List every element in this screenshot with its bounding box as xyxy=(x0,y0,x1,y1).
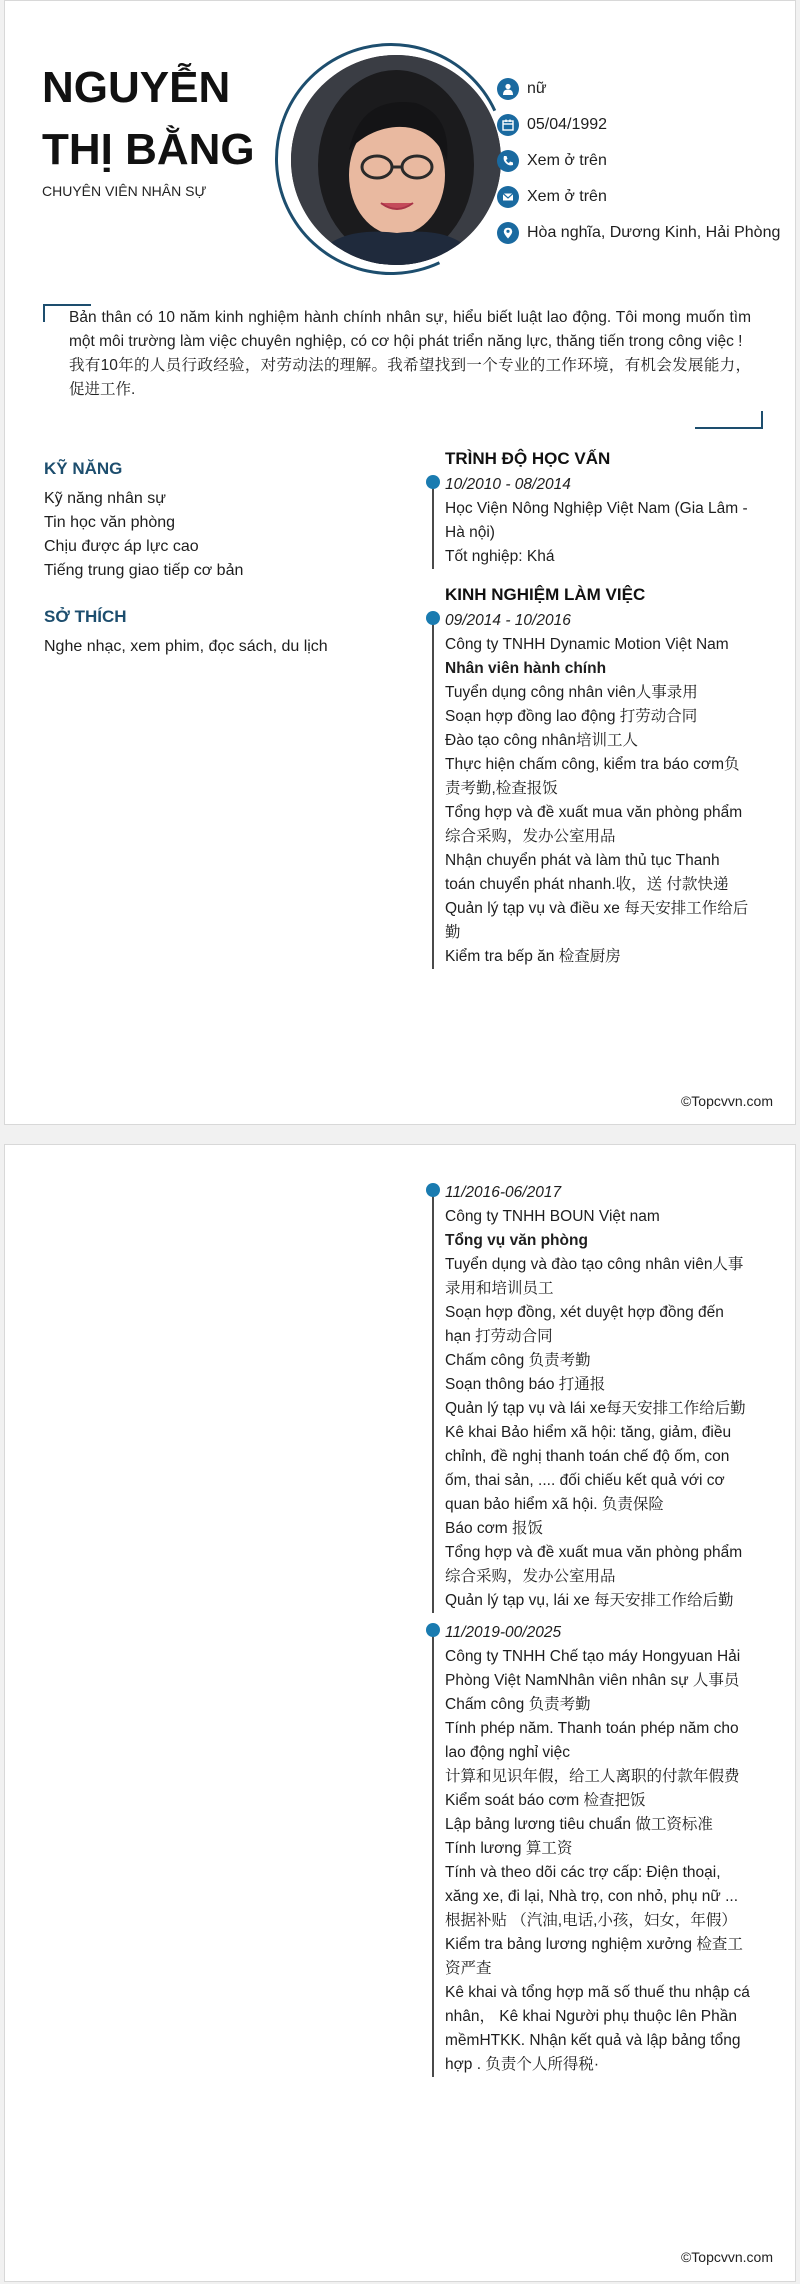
timeline-dot xyxy=(426,611,440,625)
skills-title: KỸ NĂNG xyxy=(44,459,123,478)
job-position: Nhân viên hành chính xyxy=(445,660,607,677)
duty-line: 根据补贴 （汽油,电话,小孩，妇女，年假） xyxy=(445,1912,737,1929)
job-date: 09/2014 - 10/2016 xyxy=(445,612,571,629)
avatar xyxy=(291,55,501,265)
duty-line: Kiểm tra bếp ăn 检查厨房 xyxy=(445,948,621,965)
candidate-name xyxy=(42,57,255,181)
summary-vietnamese: Bản thân có 10 năm kinh nghiệm hành chính nhân sự, hiểu biết luật lao động. Tôi mong muốn tìm một môi trường làm việc chuyên nghiệp, có cơ hội phát triển năng lực, thăng tiến trong công việc ! xyxy=(69,309,751,350)
duty-line: Kiểm soát báo cơm 检查把饭 xyxy=(445,1792,646,1809)
duty-line: Phòng Việt NamNhân viên nhân sự 人事员 xyxy=(445,1672,740,1689)
timeline-line xyxy=(432,1189,434,1613)
duty-line: xăng xe, đi lại, Nhà trọ, con nhỏ, phụ nữ ... xyxy=(445,1888,738,1905)
duty-line: mềmHTKK. Nhận kết quả và lập bảng tổng xyxy=(445,2032,741,2049)
phone-icon xyxy=(497,150,519,172)
duty-line: Soạn hợp đồng lao động 打劳动合同 xyxy=(445,708,698,725)
experience-section xyxy=(445,585,757,969)
timeline-line xyxy=(432,1629,434,2077)
hobbies-text: Nghe nhạc, xem phim, đọc sách, du lịch xyxy=(44,638,328,655)
education-section xyxy=(445,449,757,569)
contact-address-text: Hòa nghĩa, Dương Kinh, Hải Phòng xyxy=(527,224,781,241)
footer-credit: ©Topcvvn.com xyxy=(680,2249,773,2265)
skills-section xyxy=(44,457,384,583)
timeline-dot xyxy=(426,475,440,489)
duty-line: lao động nghỉ việc xyxy=(445,1744,570,1761)
duty-line: Kiểm tra bảng lương nghiệm xưởng 检查工 xyxy=(445,1936,743,1953)
duty-line: Thực hiện chấm công, kiểm tra báo cơm负 xyxy=(445,756,740,773)
cv-page-1 xyxy=(4,0,796,1125)
duty-line: Tính lương 算工资 xyxy=(445,1840,573,1857)
duty-line: Tổng hợp và đề xuất mua văn phòng phẩm xyxy=(445,1544,743,1561)
education-school-cont: Hà nội) xyxy=(445,524,495,541)
duty-line: 录用和培训员工 xyxy=(445,1280,554,1297)
job-date: 11/2016-06/2017 xyxy=(445,1184,562,1201)
contact-email-text: Xem ở trên xyxy=(527,188,607,205)
timeline-line xyxy=(432,617,434,969)
contact-gender-text: nữ xyxy=(527,80,547,97)
duty-line: 综合采购，发办公室用品 xyxy=(445,828,616,845)
duty-line: Kê khai và tổng hợp mã số thuế thu nhập cá xyxy=(445,1984,750,2001)
hobbies-section xyxy=(44,605,384,659)
duty-line: Lập bảng lương tiêu chuẩn 做工资标准 xyxy=(445,1816,713,1833)
duty-line: Báo cơm 报饭 xyxy=(445,1520,544,1537)
duty-line: Tính và theo dõi các trợ cấp: Điện thoại, xyxy=(445,1864,721,1881)
duty-line: Soạn hợp đồng, xét duyệt hợp đồng đến xyxy=(445,1304,724,1321)
job-company: Công ty TNHH BOUN Việt nam xyxy=(445,1208,660,1225)
job-duties xyxy=(445,681,757,969)
duty-line: Tuyển dụng và đào tạo công nhân viên人事 xyxy=(445,1256,744,1273)
skill-item: Tiếng trung giao tiếp cơ bản xyxy=(44,562,244,579)
education-date: 10/2010 - 08/2014 xyxy=(445,476,571,493)
contact-email xyxy=(497,179,797,215)
job-entry-2 xyxy=(445,1181,757,1613)
duty-line: Tính phép năm. Thanh toán phép năm cho xyxy=(445,1720,739,1737)
education-school: Học Viện Nông Nghiệp Việt Nam (Gia Lâm - xyxy=(445,500,748,517)
skill-item: Tin học văn phòng xyxy=(44,514,176,531)
job-entry-3 xyxy=(445,1621,757,2077)
contact-gender xyxy=(497,71,797,107)
summary-chinese: 我有10年的人员行政经验，对劳动法的理解。我希望找到一个专业的工作环境，有机会发展能力，促进工作. xyxy=(69,357,751,398)
duty-line: hạn 打劳动合同 xyxy=(445,1328,553,1345)
contact-birthdate-text: 05/04/1992 xyxy=(527,116,608,133)
duty-line: Nhận chuyển phát và làm thủ tục Thanh xyxy=(445,852,720,869)
duty-line: Tuyển dụng công nhân viên人事录用 xyxy=(445,684,698,701)
duty-line: Công ty TNHH Chế tạo máy Hongyuan Hải xyxy=(445,1648,741,1665)
experience-continued xyxy=(445,1177,757,2077)
duty-line: nhân， Kê khai Người phụ thuộc lên Phần xyxy=(445,2008,737,2025)
duty-line: toán chuyển phát nhanh.收，送 付款快递 xyxy=(445,876,729,893)
job-title: CHUYÊN VIÊN NHÂN SỰ xyxy=(42,183,207,199)
hobbies-title: SỞ THÍCH xyxy=(44,607,127,626)
job-duties xyxy=(445,1645,757,2077)
avatar-photo xyxy=(291,55,501,265)
duty-line: 计算和见识年假，给工人离职的付款年假费 xyxy=(445,1768,740,1785)
duty-line: Quản lý tạp vụ và điều xe 每天安排工作给后 xyxy=(445,900,749,917)
location-pin-icon xyxy=(497,222,519,244)
duty-line: chỉnh, đề nghị thanh toán chế độ ốm, con xyxy=(445,1448,730,1465)
duty-line: Đào tạo công nhân培训工人 xyxy=(445,732,638,749)
duty-line: Chấm công 负责考勤 xyxy=(445,1352,591,1369)
summary-corner-bottom-right xyxy=(695,411,763,429)
skill-item: Kỹ năng nhân sự xyxy=(44,490,166,507)
duty-line: hợp . 负责个人所得税· xyxy=(445,2056,599,2073)
duty-line: Quản lý tạp vụ và lái xe每天安排工作给后勤 xyxy=(445,1400,746,1417)
summary xyxy=(69,306,751,402)
contact-phone xyxy=(497,143,797,179)
job-position: Tổng vụ văn phòng xyxy=(445,1232,588,1249)
education-timeline-entry xyxy=(445,473,757,569)
cv-page-2 xyxy=(4,1144,796,2282)
timeline-line xyxy=(432,481,434,569)
job-company: Công ty TNHH Dynamic Motion Việt Nam xyxy=(445,636,729,653)
calendar-icon xyxy=(497,114,519,136)
duty-line: ốm, thai sản, .... đối chiếu kết quả với cơ xyxy=(445,1472,725,1489)
name-line-1: NGUYỄN xyxy=(42,63,231,112)
job-date: 11/2019-00/2025 xyxy=(445,1624,562,1641)
person-icon xyxy=(497,78,519,100)
experience-title: KINH NGHIỆM LÀM VIỆC xyxy=(445,585,646,604)
timeline-dot xyxy=(426,1183,440,1197)
contact-info xyxy=(497,71,797,251)
education-grade: Tốt nghiệp: Khá xyxy=(445,548,555,565)
duty-line: 资严查 xyxy=(445,1960,492,1977)
duty-line: Quản lý tạp vụ, lái xe 每天安排工作给后勤 xyxy=(445,1592,734,1609)
duty-line: 责考勤,检查报饭 xyxy=(445,780,558,797)
job-duties xyxy=(445,1253,757,1613)
skill-item: Chịu được áp lực cao xyxy=(44,538,199,555)
duty-line: Kê khai Bảo hiểm xã hội: tăng, giảm, điều xyxy=(445,1424,732,1441)
job-entry-1 xyxy=(445,609,757,969)
duty-line: Soạn thông báo 打通报 xyxy=(445,1376,606,1393)
duty-line: 综合采购，发办公室用品 xyxy=(445,1568,616,1585)
name-line-2: THỊ BẰNG xyxy=(42,125,255,174)
duty-line: quan bảo hiểm xã hội. 负责保险 xyxy=(445,1496,664,1513)
timeline-dot xyxy=(426,1623,440,1637)
duty-line: Chấm công 负责考勤 xyxy=(445,1696,591,1713)
footer-credit: ©Topcvvn.com xyxy=(680,1093,773,1109)
education-title: TRÌNH ĐỘ HỌC VẤN xyxy=(445,449,611,468)
contact-birthdate xyxy=(497,107,797,143)
email-icon xyxy=(497,186,519,208)
duty-line: Tổng hợp và đề xuất mua văn phòng phẩm xyxy=(445,804,743,821)
contact-phone-text: Xem ở trên xyxy=(527,152,607,169)
duty-line: 勤 xyxy=(445,924,461,941)
contact-address xyxy=(497,215,797,251)
